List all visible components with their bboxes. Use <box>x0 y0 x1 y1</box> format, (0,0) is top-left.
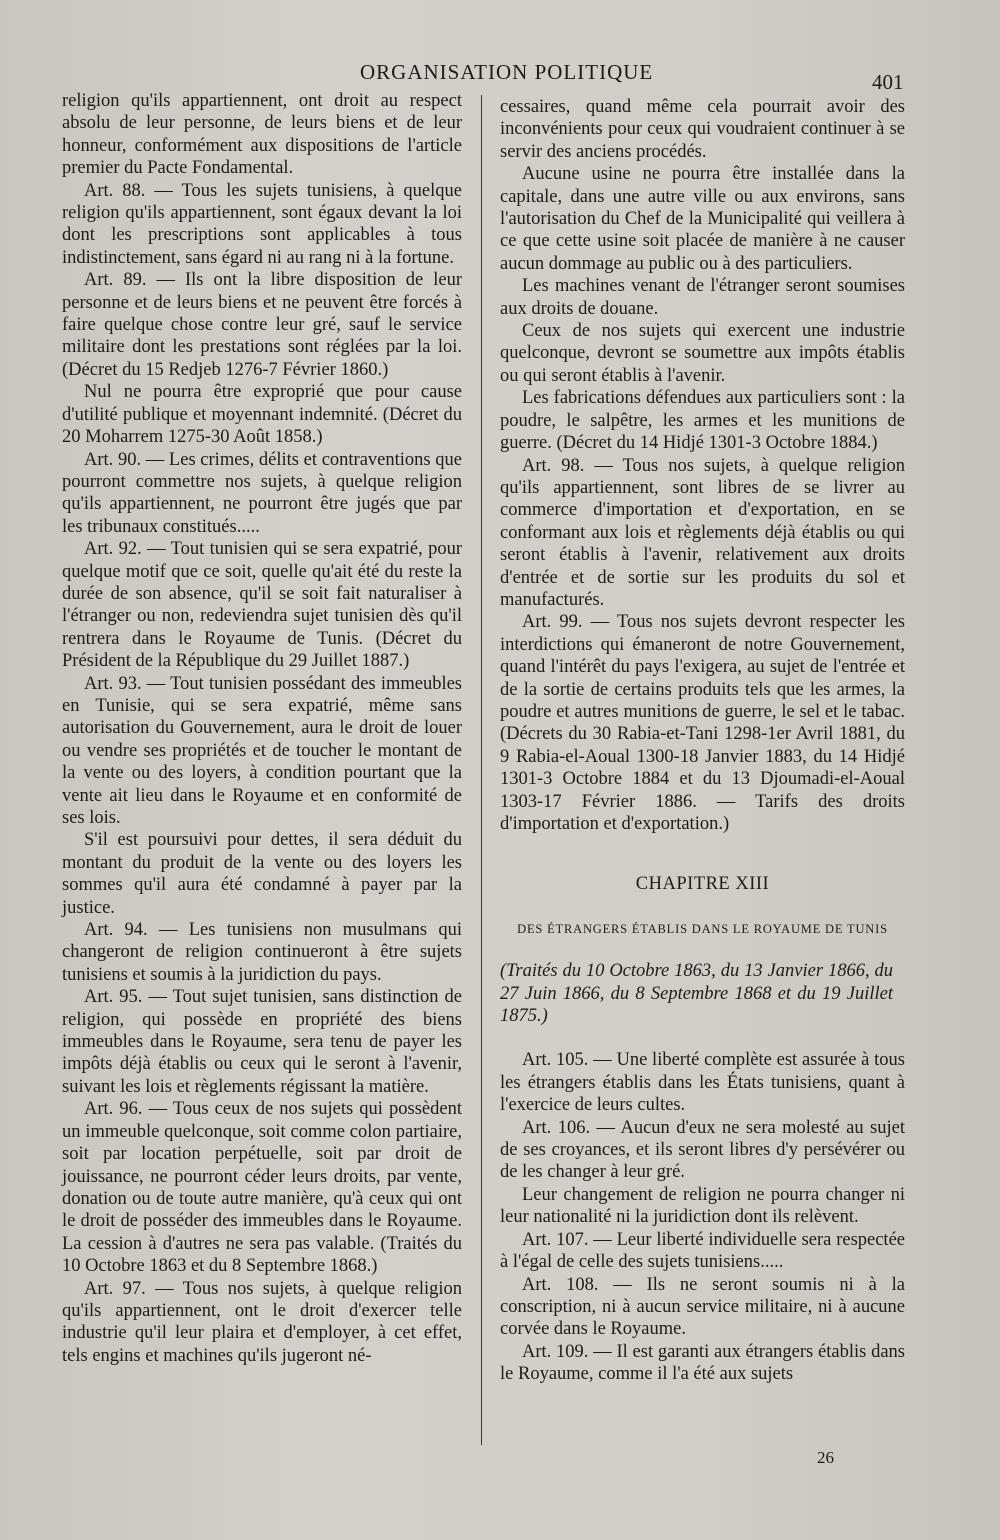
paragraph: Art. 89. — Ils ont la libre disposition de leur personne et de leurs biens et ne peuvent être forcés à faire quelque chose contre leur gré, sauf le service militaire dont les prestations sont réglées par la loi. (Décret du 15 Redjeb 1276-7 Février 1860.) <box>62 270 462 380</box>
paragraph: Aucune usine ne pourra être installée dans la capitale, dans une autre ville ou aux environs, sans l'autorisation du Chef de la Municipalité qui veillera à ce que cette usine soit placée de manière à ne causer aucun dommage au public ou à des particuliers. <box>500 164 905 274</box>
chapter-title: CHAPITRE XIII <box>635 874 770 895</box>
paragraph: Art. 92. — Tout tunisien qui se sera expatrié, pour quelque motif que ce soit, quelle qu'ait été du reste la durée de son absence, qu'il se soit fait naturaliser à l'étranger ou non, redeviendra sujet tunisien dès qu'il rentrera dans le Royaume de Tunis. (Décret du Président de la République du 29 Juillet 1887.) <box>62 539 462 672</box>
paragraph: S'il est poursuivi pour dettes, il sera déduit du montant du produit de la vente ou des loyers les sommes qu'il aura été condamné à payer par la justice. <box>62 830 462 918</box>
column-divider <box>481 95 482 1445</box>
paragraph: Art. 97. — Tous nos sujets, à quelque religion qu'ils appartiennent, ont le droit d'exercer telle industrie qu'il leur plaira et d'employer, à cet effet, tels engins et machines qu'ils jugeront né- <box>62 1278 462 1366</box>
paragraph: Art. 109. — Il est garanti aux étrangers établis dans le Royaume, comme il l'a été aux sujets <box>500 1341 905 1385</box>
paragraph: Art. 107. — Leur liberté individuelle sera respectée à l'égal de celle des sujets tunisiens..... <box>500 1229 905 1273</box>
paragraph: Art. 88. — Tous les sujets tunisiens, à quelque religion qu'ils appartiennent, sont égaux devant la loi dont les prescriptions sont applicables à tous indistinctement, sans égard ni au rang ni à la fortune. <box>62 180 462 268</box>
paragraph: Art. 99. — Tous nos sujets devront respecter les interdictions qui émaneront de notre Gouvernement, quand l'intérêt du pays l'exigera, au sujet de l'entrée et de la sortie de certains produits tels que les armes, la poudre et autres munitions de guerre, le sel et le tabac. (Décrets du 30 Rabia-et-Tani 1298-1er Avril 1881, du 9 Rabia-el-Aoual 1300-18 Janvier 1883, du 14 Hidjé 1301-3 Octobre 1884 et du 13 Djoumadi-el-Aoual 1303-17 Février 1886. — Tarifs des droits d'importation et d'exportation.) <box>500 612 905 834</box>
chapter-note: (Traités du 10 Octobre 1863, du 13 Janvier 1866, du 27 Juin 1866, du 8 Septembre 1868 et du 19 Juillet 1875.) <box>500 961 893 1027</box>
right-column <box>500 96 905 1386</box>
paragraph: Art. 98. — Tous nos sujets, à quelque religion qu'ils appartiennent, sont libres de se livrer au commerce d'importation et d'exportation, en se conformant aux lois et règlements déjà établis ou qui seront établis à l'avenir, relativement aux droits d'entrée et de sortie sur les produits du sol et manufacturés. <box>500 455 905 610</box>
paragraph: Art. 108. — Ils ne seront soumis ni à la conscription, ni à aucun service militaire, ni à aucune corvée dans le Royaume. <box>500 1274 905 1340</box>
spacer <box>500 1027 905 1049</box>
paragraph: Art. 93. — Tout tunisien possédant des immeubles en Tunisie, qui se sera expatrié, même sans autorisation du Gouvernement, aura le droit de louer ou vendre ses propriétés et de toucher le montant de la vente ou des loyers, à condition pourtant que la vente ait lieu dans le Royaume et en conformité de ses lois. <box>62 673 462 828</box>
paragraph: Leur changement de religion ne pourra changer ni leur nationalité ni la juridiction dont ils relèvent. <box>500 1184 905 1228</box>
paragraph: Les machines venant de l'étranger seront soumises aux droits de douane. <box>500 276 905 319</box>
paragraph: Nul ne pourra être exproprié que pour cause d'utilité publique et moyennant indemnité. (Décret du 20 Moharrem 1275-30 Août 1858.) <box>62 382 462 448</box>
paragraph: Les fabrications défendues aux particuliers sont : la poudre, le salpêtre, les armes et les munitions de guerre. (Décret du 14 Hidjé 1301-3 Octobre 1884.) <box>500 388 905 454</box>
paragraph: Art. 106. — Aucun d'eux ne sera molesté au sujet de ses croyances, et ils seront libres d'y persévérer ou de les changer à leur gré. <box>500 1117 905 1183</box>
paragraph: Art. 94. — Les tunisiens non musulmans qui changeront de religion continueront à être sujets tunisiens et soumis à la juridiction du pays. <box>62 920 462 985</box>
page-number: 401 <box>872 70 904 94</box>
paragraph: Art. 95. — Tout sujet tunisien, sans distinction de religion, qui possède en propriété des biens immeubles dans le Royaume, sera tenu de payer les impôts déjà établis ou ceux qui le seront à l'avenir, suivant les lois et règlements régissant la matière. <box>62 987 462 1097</box>
paragraph: Ceux de nos sujets qui exercent une industrie quelconque, devront se soumettre aux impôts établis ou qui seront établis à l'avenir. <box>500 321 905 386</box>
chapter-subtitle: DES ÉTRANGERS ÉTABLIS DANS LE ROYAUME DE TUNIS <box>517 921 888 936</box>
paragraph: religion qu'ils appartiennent, ont droit au respect absolu de leur personne, de leurs biens et de leur honneur, conformément aux dispositions de l'article premier du Pacte Fondamental. <box>62 91 462 179</box>
paragraph: cessaires, quand même cela pourrait avoir des inconvénients pour ceux qui voudraient continuer à se servir des anciens procédés. <box>500 97 905 162</box>
paragraph: Art. 90. — Les crimes, délits et contraventions que pourront commettre nos sujets, à quelque religion qu'ils appartiennent, ne pourront être jugés que par les tribunaux constitués..... <box>62 449 462 537</box>
left-column <box>62 90 462 1367</box>
signature-mark: 26 <box>817 1448 834 1467</box>
paragraph: Art. 96. — Tous ceux de nos sujets qui possèdent un immeuble quelconque, soit comme colon partiaire, soit par location perpétuelle, soit par droit de jouissance, ne pourront céder leurs droits, par vente, donation ou de toute autre manière, qu'à ceux qui ont le droit de posséder des immeubles dans le Royaume. La cession à d'autres ne sera pas valable. (Traités du 10 Octobre 1863 et du 8 Septembre 1868.) <box>62 1099 462 1277</box>
paragraph: Art. 105. — Une liberté complète est assurée à tous les étrangers établis dans les États tunisiens, quant à l'exercice de leurs cultes. <box>500 1050 905 1116</box>
running-title: ORGANISATION POLITIQUE <box>360 60 654 84</box>
page-header <box>0 60 1000 94</box>
